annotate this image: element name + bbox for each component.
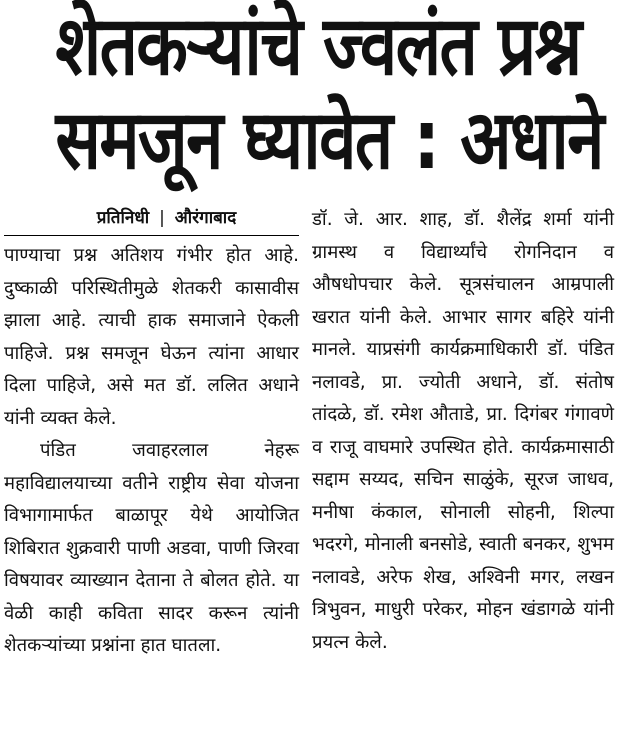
article-paragraph-3: डॉ. जे. आर. शाह, डॉ. शैलेंद्र शर्मा यांनी ग्रामस्थ व विद्यार्थ्यांचे रोगनिदान व औषधोपचार केले. सूत्रसंचालन आम्रपाली खरात यांनी केले. आभार सागर बहिरे यांनी मानले. याप्रसंगी कार्यक्रमाधिकारी डॉ. पंडित नलावडे, प्रा. ज्योती अधाने, डॉ. संतोष तांदळे, डॉ. रमेश औताडे, प्रा. दिगंबर गंगावणे व राजू वाघमारे उपस्थित होते. कार्यक्रमासाठी सद्दाम सय्यद, सचिन साळुंके, सूरज जाधव, मनीषा कंकाल, सोनाली सोहनी, शिल्पा भदरगे, मोनाली बनसोडे, स्वाती बनकर, शुभम नलावडे, अरेफ शेख, अश्विनी मगर, लखन त्रिभुवन, माधुरी परेकर, मोहन खंडागळे यांनी प्रयत्न केले.: [312, 209, 614, 653]
headline: [0, 0, 617, 188]
byline-separator: |: [159, 208, 165, 228]
byline: [4, 204, 299, 232]
byline-reporter: प्रतिनिधी: [96, 208, 150, 228]
byline-rule: [4, 235, 299, 236]
headline-line-2: समजून घ्यावेत : अधाने: [55, 93, 603, 188]
headline-line-1: शेतकऱ्यांचे ज्वलंत प्रश्न: [55, 0, 581, 94]
article-paragraph-2: पंडित जवाहरलाल नेहरू महाविद्यालयाच्या वतीने राष्ट्रीय सेवा योजना विभागामार्फत बाळापूर येथे आयोजित शिबिरात शुक्रवारी पाणी अडवा, पाणी जिरवा विषयावर व्याख्यान देताना ते बोलत होते. या वेळी काही कविता सादर करून त्यांनी शेतकऱ्यांच्या प्रश्नांना हात घातला.: [4, 440, 299, 656]
article-column-right: [312, 204, 614, 659]
article-column-left: [4, 204, 299, 663]
article-paragraph-1: पाण्याचा प्रश्न अतिशय गंभीर होत आहे. दुष्काळी परिस्थितीमुळे शेतकरी कासावीस झाला आहे. त्याची हाक समाजाने ऐकली पाहिजे. प्रश्न समजून घेऊन त्यांना आधार दिला पाहिजे, असे मत डॉ. ललित अधाने यांनी व्यक्त केले.: [4, 245, 299, 429]
byline-location: औरंगाबाद: [174, 208, 237, 228]
